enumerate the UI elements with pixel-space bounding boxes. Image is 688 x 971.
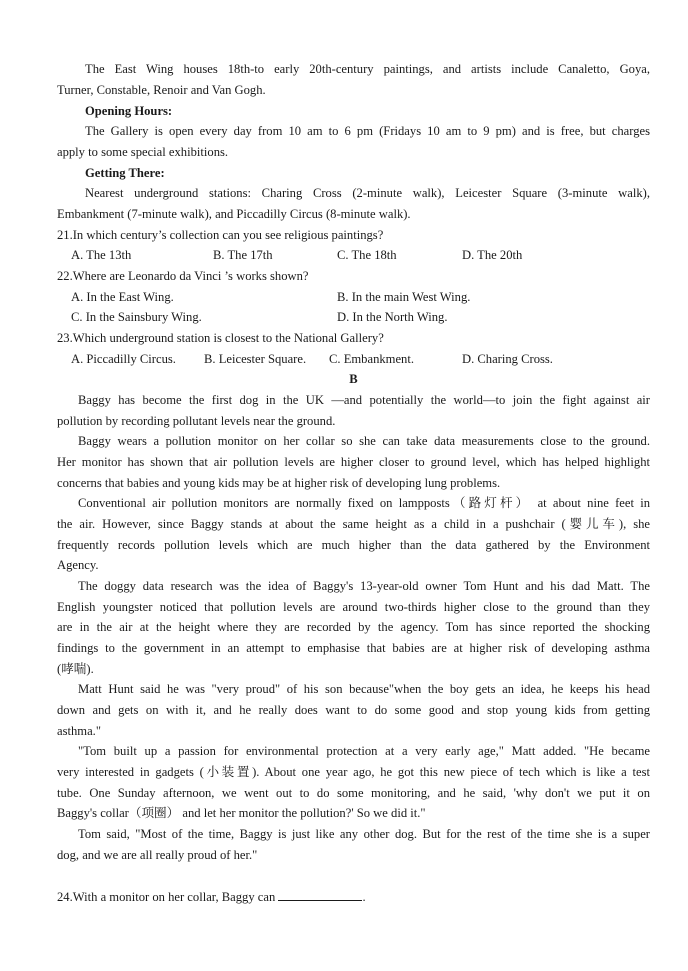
paragraph-line: tube. One Sunday afternoon, we went out to do some monitoring, and he said, 'why don't we put it on bbox=[57, 786, 650, 800]
question-21-option-a[interactable]: A. The 13th bbox=[71, 248, 132, 262]
paragraph-line: dog, and we are all really proud of her." bbox=[57, 848, 258, 862]
paragraph-line: The East Wing houses 18th-to early 20th-century paintings, and artists include Canaletto, Goya, bbox=[85, 62, 650, 76]
paragraph-line: asthma." bbox=[57, 724, 101, 738]
paragraph-line: Turner, Constable, Renoir and Van Gogh. bbox=[57, 83, 266, 97]
paragraph-line: The doggy data research was the idea of Baggy's 13-year-old owner Tom Hunt and his dad Matt. The bbox=[78, 579, 650, 593]
paragraph-line: Baggy wears a pollution monitor on her collar so she can take data measurements close to the ground. bbox=[78, 434, 650, 448]
paragraph-line: Agency. bbox=[57, 558, 99, 572]
question-24-stem bbox=[57, 888, 650, 905]
question-23-option-c[interactable]: C. Embankment. bbox=[329, 352, 414, 366]
paragraph-line: Her monitor has shown that air pollution levels are higher closer to ground level, which has helped highlight bbox=[57, 455, 650, 469]
question-23-option-a[interactable]: A. Piccadilly Circus. bbox=[71, 352, 176, 366]
paragraph-line: Matt Hunt said he was "very proud" of his son because"when the boy gets an idea, he keeps his head bbox=[78, 682, 650, 696]
section-b-label: B bbox=[349, 372, 358, 386]
question-21-option-c[interactable]: C. The 18th bbox=[337, 248, 397, 262]
question-23-option-b[interactable]: B. Leicester Square. bbox=[204, 352, 307, 366]
paragraph-line: "Tom built up a passion for environmental protection at a very early age," Matt added. "He became bbox=[78, 744, 650, 758]
paragraph-line: The Gallery is open every day from 10 am to 6 pm (Fridays 10 am to 9 pm) and is free, but charges bbox=[85, 124, 650, 138]
section-heading-getting-there: Getting There: bbox=[85, 166, 165, 180]
question-21-stem: 21.In which century’s collection can you see religious paintings? bbox=[57, 228, 384, 242]
answer-blank[interactable] bbox=[278, 888, 362, 901]
paragraph-line: Baggy has become the first dog in the UK —and potentially the world—to join the fight against air bbox=[78, 393, 650, 407]
paragraph-line: the air. However, since Baggy stands at about the same height as a child in a pushchair (婴儿车), she bbox=[57, 517, 650, 531]
paragraph-line: Nearest underground stations: Charing Cross (2-minute walk), Leicester Square (3-minute walk), bbox=[85, 186, 650, 200]
paragraph-line: frequently records pollution levels which are much higher than the data gathered by the Environment bbox=[57, 538, 650, 552]
question-21-option-d[interactable]: D. The 20th bbox=[462, 248, 523, 262]
question-22-option-d[interactable]: D. In the North Wing. bbox=[337, 310, 448, 324]
question-21-option-b[interactable]: B. The 17th bbox=[213, 248, 273, 262]
paragraph-line: concerns that babies and young kids may be at higher risk of developing lung problems. bbox=[57, 476, 501, 490]
paragraph-line: down and gets on with it, and he really does want to do some good and stop young kids from getting bbox=[57, 703, 650, 717]
paragraph-line: English youngster noticed that pollution levels are around two-thirds higher close to the ground than they bbox=[57, 600, 650, 614]
question-22-option-b[interactable]: B. In the main West Wing. bbox=[337, 290, 471, 304]
paragraph-line: Embankment (7-minute walk), and Piccadilly Circus (8-minute walk). bbox=[57, 207, 411, 221]
paragraph-line: pollution by recording pollutant levels near the ground. bbox=[57, 414, 336, 428]
question-22-option-c[interactable]: C. In the Sainsbury Wing. bbox=[71, 310, 202, 324]
section-heading-opening-hours: Opening Hours: bbox=[85, 104, 173, 118]
paragraph-line: apply to some special exhibitions. bbox=[57, 145, 229, 159]
paragraph-line: Baggy's collar（项圈） and let her monitor the pollution?' So we did it." bbox=[57, 806, 426, 820]
question-24-period: . bbox=[362, 890, 366, 904]
paragraph-line: (哮喘). bbox=[57, 662, 94, 676]
question-23-stem: 23.Which underground station is closest to the National Gallery? bbox=[57, 331, 384, 345]
question-24-text: 24.With a monitor on her collar, Baggy can bbox=[57, 890, 276, 904]
question-22-option-a[interactable]: A. In the East Wing. bbox=[71, 290, 174, 304]
paragraph-line: Tom said, "Most of the time, Baggy is just like any other dog. But for the rest of the time she is a super bbox=[78, 827, 650, 841]
question-23-option-d[interactable]: D. Charing Cross. bbox=[462, 352, 553, 366]
paragraph-line: findings to the government in an attempt to emphasise that babies are at higher risk of developing asthma bbox=[57, 641, 650, 655]
question-22-stem: 22.Where are Leonardo da Vinci ’s works shown? bbox=[57, 269, 309, 283]
paragraph-line: very interested in gadgets (小装置). About one year ago, he got this new piece of tech which is like a test bbox=[57, 765, 650, 779]
paragraph-line: are in the air at the height where they are recorded by the agency. Tom has since reported the shocking bbox=[57, 620, 650, 634]
paragraph-line: Conventional air pollution monitors are normally fixed on lampposts（路灯杆） at about nine feet in bbox=[78, 496, 650, 510]
